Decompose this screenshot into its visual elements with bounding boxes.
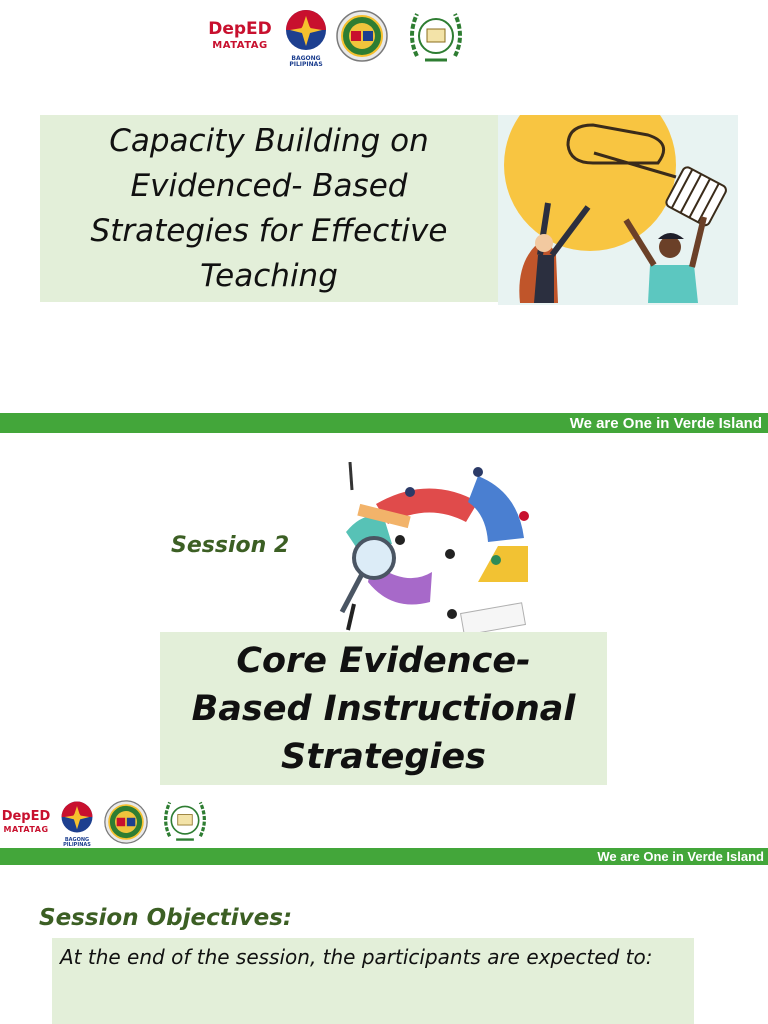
school-seal-logo <box>403 6 469 68</box>
matatag-logo-text: MATATAG <box>212 40 268 51</box>
slide2-title <box>192 637 576 781</box>
lightbulb-people-icon <box>498 115 738 305</box>
objectives-box <box>52 938 694 1024</box>
division-seal-icon <box>104 800 148 844</box>
slide2-title-box <box>160 632 607 785</box>
slogan-text: We are One in Verde Island <box>569 414 762 432</box>
title-line: Strategies for Effective <box>90 212 448 249</box>
division-seal-logo <box>336 10 388 62</box>
analytics-illustration <box>328 462 540 634</box>
bagong-pilipinas-text: BAGONG PILIPINAS <box>63 837 91 848</box>
deped-logo-text: DepED <box>1 809 51 824</box>
core-title-line: Based Instructional <box>191 688 576 729</box>
deped-matatag-logo <box>208 10 272 62</box>
lightbulb-illustration <box>498 115 738 305</box>
objectives-title: Session Objectives: <box>39 905 293 931</box>
slide1-title <box>91 119 448 299</box>
division-seal-logo-small <box>104 800 148 844</box>
deped-logo-text: DepED <box>208 19 272 39</box>
slogan-band <box>0 413 768 433</box>
school-laurel-seal-icon <box>158 796 212 846</box>
school-seal-logo-small <box>158 796 212 846</box>
title-line: Evidenced- Based <box>130 167 408 204</box>
core-title-line: Strategies <box>281 736 486 777</box>
slogan-text-2: We are One in Verde Island <box>597 849 764 864</box>
bagong-pilipinas-logo-small <box>56 800 98 848</box>
division-seal-icon <box>336 10 388 62</box>
school-laurel-seal-icon <box>403 6 469 68</box>
slogan-band-2 <box>0 848 768 865</box>
matatag-logo-text: MATATAG <box>3 825 49 834</box>
objectives-intro: At the end of the session, the participants are expected to: <box>60 945 653 969</box>
slide1-title-box <box>40 115 498 302</box>
bagong-pilipinas-text: BAGONG PILIPINAS <box>289 55 323 68</box>
title-line: Teaching <box>200 257 338 294</box>
session-label: Session 2 <box>171 533 290 558</box>
core-title-line: Core Evidence- <box>236 640 531 681</box>
bagong-pilipinas-logo <box>280 8 332 68</box>
bagong-pilipinas-emblem-icon <box>280 8 332 52</box>
bagong-pilipinas-emblem-icon <box>56 800 98 834</box>
team-analytics-chart-icon <box>328 462 540 634</box>
deped-matatag-logo-small <box>3 801 49 843</box>
title-line: Capacity Building on <box>109 122 429 159</box>
